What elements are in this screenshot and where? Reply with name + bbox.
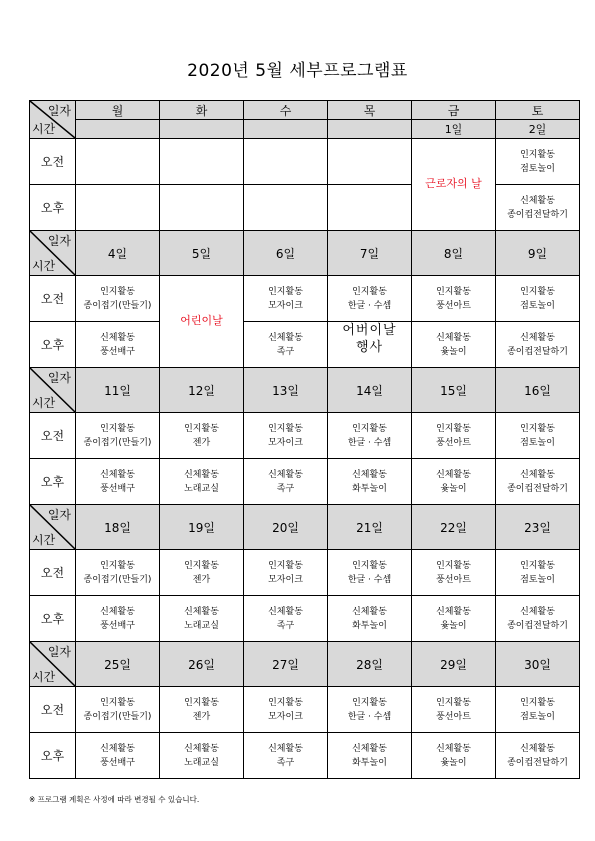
activity-name: 윷놀이 [440, 346, 467, 357]
time-label-am: 오전 [30, 687, 76, 733]
activity-cell [76, 276, 160, 322]
activity-cell [160, 459, 244, 505]
date-cell: 4일 [76, 231, 160, 276]
time-label-am: 오전 [30, 550, 76, 596]
activity-name: 풍선아트 [436, 437, 471, 448]
activity-name: 풍선배구 [100, 620, 135, 631]
activity-type: 신체활동 [268, 606, 303, 617]
activity-cell [76, 687, 160, 733]
activity-cell [244, 322, 328, 368]
date-cell: 25일 [76, 642, 160, 687]
activity-name: 점토놀이 [520, 300, 555, 311]
activity-cell [160, 550, 244, 596]
activity-type: 신체활동 [436, 469, 471, 480]
activity-type: 신체활동 [100, 332, 135, 343]
activity-type: 신체활동 [520, 469, 555, 480]
activity-cell [160, 687, 244, 733]
corner-time-label: 시간 [32, 670, 56, 684]
activity-name: 한글 · 수셈 [347, 437, 392, 448]
activity-cell [160, 185, 244, 231]
activity-cell [328, 550, 412, 596]
date-cell: 16일 [496, 368, 580, 413]
corner-time-label: 시간 [32, 259, 56, 273]
activity-cell [244, 413, 328, 459]
activity-type: 인지활동 [268, 697, 303, 708]
activity-cell [76, 733, 160, 779]
activity-cell [76, 596, 160, 642]
activity-type: 신체활동 [184, 606, 219, 617]
corner-time-label: 시간 [32, 396, 56, 410]
activity-name: 모자이크 [268, 437, 303, 448]
activity-name: 점토놀이 [520, 574, 555, 585]
day-thu: 목 [328, 101, 412, 120]
activity-cell [328, 459, 412, 505]
activity-name: 윷놀이 [440, 620, 467, 631]
date-cell: 20일 [244, 505, 328, 550]
corner-date-label: 일자 [47, 371, 71, 385]
activity-type: 신체활동 [100, 606, 135, 617]
date-cell: 7일 [328, 231, 412, 276]
activity-type: 인지활동 [436, 423, 471, 434]
activity-type: 신체활동 [184, 469, 219, 480]
activity-cell [496, 459, 580, 505]
activity-name: 풍선아트 [436, 300, 471, 311]
activity-type: 신체활동 [100, 469, 135, 480]
week-header-row [30, 231, 580, 276]
activity-cell [244, 276, 328, 322]
time-label-pm: 오후 [30, 459, 76, 505]
activity-type: 인지활동 [520, 286, 555, 297]
date-row [30, 120, 580, 139]
event-line-1: 어버이날 [342, 323, 397, 338]
corner-date-label: 일자 [47, 645, 71, 659]
activity-cell [76, 550, 160, 596]
activity-name: 풍선배구 [100, 757, 135, 768]
activity-name: 노래교실 [184, 620, 219, 631]
activity-type: 인지활동 [100, 560, 135, 571]
activity-name: 화투놀이 [352, 757, 387, 768]
date-cell [160, 120, 244, 139]
activity-type: 신체활동 [268, 469, 303, 480]
activity-cell [244, 596, 328, 642]
holiday-label: 어린이날 [180, 314, 223, 327]
activity-name: 한글 · 수셈 [347, 711, 392, 722]
activity-type: 인지활동 [520, 697, 555, 708]
activity-name: 윷놀이 [440, 483, 467, 494]
schedule-table [29, 100, 580, 779]
day-wed: 수 [244, 101, 328, 120]
date-cell: 5일 [160, 231, 244, 276]
activity-name: 종이접기(만들기) [83, 300, 152, 311]
footnote: ※ 프로그램 계획은 사정에 따라 변경될 수 있습니다. [29, 795, 200, 804]
corner-header [30, 368, 76, 413]
date-cell: 9일 [496, 231, 580, 276]
activity-cell [244, 185, 328, 231]
activity-type: 신체활동 [520, 195, 555, 206]
activity-name: 족구 [276, 620, 295, 631]
activity-cell [412, 596, 496, 642]
corner-date-label: 일자 [47, 234, 71, 248]
activity-type: 신체활동 [268, 743, 303, 754]
activity-type: 인지활동 [436, 560, 471, 571]
date-cell [328, 120, 412, 139]
activity-name: 화투놀이 [352, 483, 387, 494]
corner-header [30, 642, 76, 687]
corner-header [30, 101, 76, 139]
date-cell: 27일 [244, 642, 328, 687]
activity-name: 모자이크 [268, 574, 303, 585]
activity-cell [412, 276, 496, 322]
activity-type: 신체활동 [436, 606, 471, 617]
activity-name: 점토놀이 [520, 163, 555, 174]
activity-type: 신체활동 [436, 743, 471, 754]
date-cell [76, 120, 160, 139]
day-header-row [30, 101, 580, 120]
pm-row [30, 322, 580, 368]
date-cell: 28일 [328, 642, 412, 687]
activity-cell [412, 733, 496, 779]
activity-type: 신체활동 [352, 743, 387, 754]
date-cell: 1일 [412, 120, 496, 139]
time-label-pm: 오후 [30, 322, 76, 368]
activity-cell [496, 733, 580, 779]
activity-name: 종이접기(만들기) [83, 437, 152, 448]
date-cell [244, 120, 328, 139]
activity-cell [244, 733, 328, 779]
activity-cell [76, 459, 160, 505]
activity-type: 인지활동 [520, 560, 555, 571]
date-cell: 30일 [496, 642, 580, 687]
activity-type: 인지활동 [352, 697, 387, 708]
holiday-cell [412, 139, 496, 231]
activity-name: 윷놀이 [440, 757, 467, 768]
activity-type: 신체활동 [352, 606, 387, 617]
activity-cell [496, 550, 580, 596]
activity-cell [328, 413, 412, 459]
activity-type: 신체활동 [520, 332, 555, 343]
activity-name: 노래교실 [184, 757, 219, 768]
time-label-am: 오전 [30, 413, 76, 459]
pm-row [30, 185, 580, 231]
pm-row [30, 459, 580, 505]
activity-cell [412, 459, 496, 505]
activity-type: 인지활동 [520, 149, 555, 160]
date-cell: 15일 [412, 368, 496, 413]
activity-name: 풍선아트 [436, 711, 471, 722]
holiday-cell [160, 276, 244, 368]
activity-name: 한글 · 수셈 [347, 574, 392, 585]
activity-name: 족구 [276, 346, 295, 357]
activity-type: 신체활동 [184, 743, 219, 754]
activity-type: 인지활동 [268, 286, 303, 297]
date-cell: 12일 [160, 368, 244, 413]
activity-name: 풍선배구 [100, 483, 135, 494]
activity-cell [160, 733, 244, 779]
day-mon: 월 [76, 101, 160, 120]
activity-type: 인지활동 [184, 560, 219, 571]
activity-name: 종이컵전달하기 [507, 209, 568, 220]
week-header-row [30, 368, 580, 413]
activity-type: 인지활동 [436, 286, 471, 297]
date-cell: 22일 [412, 505, 496, 550]
activity-cell [76, 322, 160, 368]
activity-cell [328, 733, 412, 779]
day-tue: 화 [160, 101, 244, 120]
date-cell: 26일 [160, 642, 244, 687]
activity-name: 모자이크 [268, 711, 303, 722]
date-cell: 8일 [412, 231, 496, 276]
am-row [30, 413, 580, 459]
corner-date-label: 일자 [47, 508, 71, 522]
date-cell: 14일 [328, 368, 412, 413]
activity-name: 족구 [276, 483, 295, 494]
activity-type: 인지활동 [184, 697, 219, 708]
activity-name: 종이컵전달하기 [507, 757, 568, 768]
activity-cell [76, 185, 160, 231]
activity-type: 신체활동 [352, 469, 387, 480]
activity-name: 젠가 [192, 711, 211, 722]
activity-cell [496, 413, 580, 459]
activity-type: 신체활동 [520, 743, 555, 754]
date-cell: 2일 [496, 120, 580, 139]
date-cell: 6일 [244, 231, 328, 276]
day-fri: 금 [412, 101, 496, 120]
activity-type: 인지활동 [100, 286, 135, 297]
activity-name: 젠가 [192, 574, 211, 585]
pm-row [30, 596, 580, 642]
date-cell: 11일 [76, 368, 160, 413]
corner-time-label: 시간 [32, 122, 56, 136]
activity-cell [328, 185, 412, 231]
page-title: 2020년 5월 세부프로그램표 [187, 61, 408, 81]
am-row [30, 276, 580, 322]
activity-type: 인지활동 [100, 423, 135, 434]
activity-cell [496, 687, 580, 733]
activity-name: 족구 [276, 757, 295, 768]
date-cell: 29일 [412, 642, 496, 687]
activity-cell [76, 413, 160, 459]
activity-cell [244, 687, 328, 733]
time-label-pm: 오후 [30, 733, 76, 779]
activity-type: 인지활동 [100, 697, 135, 708]
corner-date-label: 일자 [47, 104, 71, 118]
activity-name: 종이컵전달하기 [507, 620, 568, 631]
corner-header [30, 505, 76, 550]
activity-cell [412, 687, 496, 733]
activity-cell [244, 550, 328, 596]
activity-type: 인지활동 [268, 560, 303, 571]
activity-cell [412, 550, 496, 596]
activity-cell [160, 413, 244, 459]
am-row [30, 550, 580, 596]
activity-type: 인지활동 [520, 423, 555, 434]
activity-name: 한글 · 수셈 [347, 300, 392, 311]
activity-type: 인지활동 [436, 697, 471, 708]
activity-cell [496, 322, 580, 368]
activity-name: 모자이크 [268, 300, 303, 311]
activity-cell [496, 139, 580, 185]
time-label-am: 오전 [30, 139, 76, 185]
activity-name: 종이컵전달하기 [507, 346, 568, 357]
activity-name: 점토놀이 [520, 437, 555, 448]
activity-cell [328, 276, 412, 322]
activity-name: 점토놀이 [520, 711, 555, 722]
week-header-row [30, 505, 580, 550]
activity-name: 종이접기(만들기) [83, 574, 152, 585]
activity-cell [496, 596, 580, 642]
activity-cell [244, 459, 328, 505]
activity-name: 화투놀이 [352, 620, 387, 631]
date-cell: 21일 [328, 505, 412, 550]
activity-cell [496, 185, 580, 231]
activity-type: 신체활동 [100, 743, 135, 754]
activity-cell [328, 596, 412, 642]
time-label-pm: 오후 [30, 596, 76, 642]
corner-header [30, 231, 76, 276]
activity-type: 인지활동 [352, 560, 387, 571]
day-sat: 토 [496, 101, 580, 120]
activity-name: 종이컵전달하기 [507, 483, 568, 494]
activity-type: 신체활동 [436, 332, 471, 343]
activity-cell [328, 687, 412, 733]
activity-cell [160, 139, 244, 185]
activity-cell [412, 413, 496, 459]
activity-cell [244, 139, 328, 185]
activity-type: 인지활동 [352, 423, 387, 434]
activity-type: 인지활동 [352, 286, 387, 297]
activity-type: 신체활동 [268, 332, 303, 343]
event-line-2: 행사 [355, 340, 384, 355]
activity-name: 젠가 [192, 437, 211, 448]
activity-cell [160, 596, 244, 642]
am-row [30, 139, 580, 185]
activity-type: 인지활동 [184, 423, 219, 434]
activity-cell [412, 322, 496, 368]
date-cell: 13일 [244, 368, 328, 413]
activity-type: 신체활동 [520, 606, 555, 617]
activity-cell [76, 139, 160, 185]
time-label-pm: 오후 [30, 185, 76, 231]
holiday-label: 근로자의 날 [425, 177, 482, 190]
activity-type: 인지활동 [268, 423, 303, 434]
date-cell: 23일 [496, 505, 580, 550]
activity-name: 풍선배구 [100, 346, 135, 357]
event-cell [328, 322, 412, 368]
week-header-row [30, 642, 580, 687]
activity-cell [496, 276, 580, 322]
activity-name: 풍선아트 [436, 574, 471, 585]
am-row [30, 687, 580, 733]
corner-time-label: 시간 [32, 533, 56, 547]
activity-cell [328, 139, 412, 185]
time-label-am: 오전 [30, 276, 76, 322]
activity-name: 노래교실 [184, 483, 219, 494]
date-cell: 19일 [160, 505, 244, 550]
pm-row [30, 733, 580, 779]
activity-name: 종이접기(만들기) [83, 711, 152, 722]
date-cell: 18일 [76, 505, 160, 550]
